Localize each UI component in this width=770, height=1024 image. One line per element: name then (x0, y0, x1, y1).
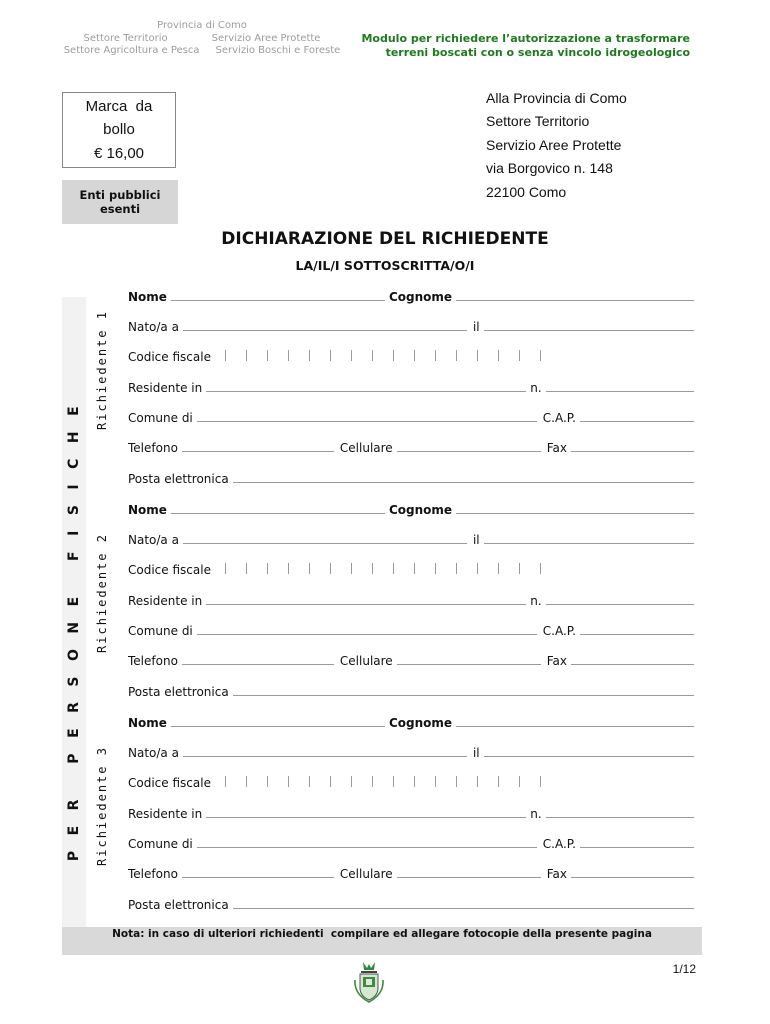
stamp-amount: € 16,00 (93, 144, 145, 162)
cognome-field[interactable] (456, 724, 694, 727)
house-number-field[interactable] (546, 389, 694, 392)
numero-label: n. (530, 381, 542, 395)
page-title: DICHIARAZIONE DEL RICHIEDENTE (221, 229, 549, 249)
phone-row (128, 435, 694, 455)
address-line: 22100 Como (486, 184, 567, 200)
birthdate-field[interactable] (484, 328, 694, 331)
telefono-label: Telefono (128, 867, 178, 881)
cognome-label: Cognome (388, 716, 453, 730)
residence-row (128, 588, 694, 608)
header-left (62, 20, 342, 58)
cellulare-field[interactable] (397, 449, 541, 452)
comune-field[interactable] (197, 632, 537, 635)
birthplace-field[interactable] (183, 328, 467, 331)
stamp-line2: bollo (103, 121, 135, 139)
phone-row (128, 861, 694, 881)
nato-label: Nato/a a (128, 320, 179, 334)
house-number-field[interactable] (546, 815, 694, 818)
fax-label: Fax (546, 654, 567, 668)
il-label: il (472, 746, 480, 760)
service-boschi: Servizio Boschi e Foreste (215, 45, 341, 56)
telefono-label: Telefono (128, 654, 178, 668)
exempt-line1: Enti pubblici (79, 188, 161, 202)
address-line: Alla Provincia di Como (486, 90, 627, 106)
exempt-line2: esenti (99, 202, 141, 216)
residence-row (128, 801, 694, 821)
comune-row (128, 405, 694, 425)
email-field[interactable] (233, 480, 694, 483)
telefono-label: Telefono (128, 441, 178, 455)
nome-field[interactable] (171, 298, 385, 301)
telefono-field[interactable] (182, 449, 334, 452)
email-row (128, 679, 694, 699)
cognome-label: Cognome (388, 290, 453, 304)
codice-fiscale-label: Codice fiscale (128, 776, 211, 790)
il-label: il (472, 533, 480, 547)
birthplace-field[interactable] (183, 754, 467, 757)
cap-label: C.A.P. (542, 411, 576, 425)
residence-field[interactable] (206, 602, 526, 605)
nome-field[interactable] (171, 511, 385, 514)
applicant-block-3 (0, 710, 770, 910)
province-crest-icon (352, 960, 386, 1004)
fax-field[interactable] (571, 449, 694, 452)
applicant-label-1: Richiedente 1 (95, 310, 110, 430)
comune-row (128, 831, 694, 851)
birth-row (128, 527, 694, 547)
revenue-stamp-box (62, 92, 176, 168)
comune-label: Comune di (128, 411, 193, 425)
page-subtitle: LA/IL/I SOTTOSCRITTA/O/I (295, 258, 475, 273)
codice-fiscale-label: Codice fiscale (128, 563, 211, 577)
applicant-label-2: Richiedente 2 (95, 533, 110, 653)
codice-fiscale-label: Codice fiscale (128, 350, 211, 364)
email-label: Posta elettronica (128, 898, 229, 912)
nome-label: Nome (128, 290, 167, 304)
residence-field[interactable] (206, 815, 526, 818)
sector-territorio: Settore Territorio (83, 32, 168, 44)
cap-label: C.A.P. (542, 624, 576, 638)
cognome-label: Cognome (388, 503, 453, 517)
telefono-field[interactable] (182, 662, 334, 665)
nome-label: Nome (128, 716, 167, 730)
module-title-line2: terreni boscati con o senza vincolo idrogeologico (385, 46, 690, 59)
email-field[interactable] (233, 906, 694, 909)
codice-fiscale-field[interactable] (225, 350, 561, 361)
fax-field[interactable] (571, 875, 694, 878)
email-label: Posta elettronica (128, 472, 229, 486)
stamp-line1: Marca da (85, 98, 153, 116)
birthplace-field[interactable] (183, 541, 467, 544)
nome-label: Nome (128, 503, 167, 517)
fax-field[interactable] (571, 662, 694, 665)
module-title-line1: Modulo per richiedere l’autorizzazione a trasformare (361, 32, 690, 45)
email-label: Posta elettronica (128, 685, 229, 699)
email-row (128, 466, 694, 486)
cognome-field[interactable] (456, 298, 694, 301)
applicant-block-1 (0, 284, 770, 484)
residente-label: Residente in (128, 381, 203, 395)
house-number-field[interactable] (546, 602, 694, 605)
page-number: 1/12 (672, 962, 696, 976)
cellulare-field[interactable] (397, 662, 541, 665)
sector-agricoltura: Settore Agricoltura e Pesca (63, 45, 200, 56)
birthdate-field[interactable] (484, 541, 694, 544)
name-row (128, 284, 694, 304)
name-row (128, 497, 694, 517)
comune-label: Comune di (128, 624, 193, 638)
residence-field[interactable] (206, 389, 526, 392)
cf-row (128, 557, 694, 577)
birth-row (128, 740, 694, 760)
cellulare-label: Cellulare (339, 654, 393, 668)
residente-label: Residente in (128, 594, 203, 608)
cap-field[interactable] (580, 419, 694, 422)
exempt-box (62, 180, 178, 224)
cf-row (128, 770, 694, 790)
comune-field[interactable] (197, 845, 537, 848)
cellulare-field[interactable] (397, 875, 541, 878)
telefono-field[interactable] (182, 875, 334, 878)
codice-fiscale-field[interactable] (225, 776, 561, 787)
codice-fiscale-field[interactable] (225, 563, 561, 574)
note-bar (62, 927, 702, 955)
note-text: Nota: in caso di ulteriori richiedenti compilare ed allegare fotocopie della presente pagina (112, 928, 652, 940)
address-line: Settore Territorio (486, 113, 590, 129)
fax-label: Fax (546, 441, 567, 455)
comune-row (128, 618, 694, 638)
nato-label: Nato/a a (128, 533, 179, 547)
numero-label: n. (530, 807, 542, 821)
address-line: via Borgovico n. 148 (486, 160, 613, 176)
applicant-label-3: Richiedente 3 (95, 746, 110, 866)
address-line: Servizio Aree Protette (486, 137, 622, 153)
comune-field[interactable] (197, 419, 537, 422)
birthdate-field[interactable] (484, 754, 694, 757)
email-field[interactable] (233, 693, 694, 696)
cap-field[interactable] (580, 632, 694, 635)
cf-row (128, 344, 694, 364)
nato-label: Nato/a a (128, 746, 179, 760)
phone-row (128, 648, 694, 668)
il-label: il (472, 320, 480, 334)
service-aree-protette: Servizio Aree Protette (211, 32, 321, 44)
comune-label: Comune di (128, 837, 193, 851)
birth-row (128, 314, 694, 334)
cellulare-label: Cellulare (339, 867, 393, 881)
residence-row (128, 375, 694, 395)
section-label: PER PERSONE FISICHE (66, 390, 82, 862)
cellulare-label: Cellulare (339, 441, 393, 455)
cap-label: C.A.P. (542, 837, 576, 851)
residente-label: Residente in (128, 807, 203, 821)
email-row (128, 892, 694, 912)
cap-field[interactable] (580, 845, 694, 848)
fax-label: Fax (546, 867, 567, 881)
numero-label: n. (530, 594, 542, 608)
module-title (361, 32, 690, 60)
province-name: Provincia di Como (157, 20, 247, 31)
cognome-field[interactable] (456, 511, 694, 514)
applicant-block-2 (0, 497, 770, 697)
nome-field[interactable] (171, 724, 385, 727)
name-row (128, 710, 694, 730)
